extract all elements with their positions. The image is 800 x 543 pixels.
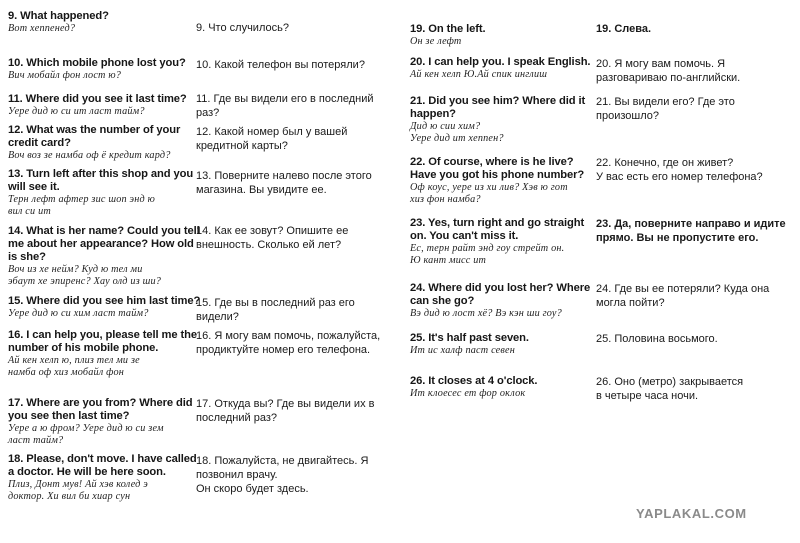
english-phrase: 24. Where did you lost her? Where can she go? <box>410 282 591 307</box>
phrase-18-english <box>8 453 197 503</box>
phrase-22-english <box>410 156 584 206</box>
phrase-9-english <box>8 10 109 35</box>
english-phrase: 16. I can help you, please tell me the number of his mobile phone. <box>8 329 197 354</box>
transliteration: Вич мобайл фон лост ю? <box>8 70 122 81</box>
phrase-18-russian: 18. Пожалуйста, не двигайтесь. Я позвонил врачу. Он скоро будет здесь. <box>196 455 369 495</box>
transliteration: Он зе лефт <box>410 36 462 47</box>
watermark: YAPLAKAL.COM <box>636 506 747 521</box>
phrase-21-russian: 21. Вы видели его? Где это произошло? <box>596 96 735 122</box>
phrase-23-english <box>410 217 584 267</box>
phrase-15-russian: 15. Где вы в последний раз его видели? <box>196 297 355 323</box>
transliteration: Дид ю сии хим? Уере дид ит хеппен? <box>410 121 504 144</box>
english-phrase: 23. Yes, turn right and go straight on. You can't miss it. <box>410 217 585 242</box>
transliteration: Ай кен хелп Ю.Ай спик инглиш <box>410 69 548 80</box>
phrase-15-english <box>8 295 200 320</box>
transliteration: Плиз, Донт мув! Ай хэв колед э доктор. Хи вил би хиар сун <box>8 479 148 502</box>
phrase-26-russian: 26. Оно (метро) закрывается в четыре часа ночи. <box>596 376 744 402</box>
transliteration: Уере дид ю си хим ласт тайм? <box>8 308 149 319</box>
phrase-19-english <box>410 23 485 48</box>
phrase-25-russian: 25. Половина восьмого. <box>596 333 718 345</box>
phrase-19-russian: 19. Слева. <box>596 23 652 35</box>
english-phrase: 9. What happened? <box>8 10 109 22</box>
english-phrase: 18. Please, don't move. I have called a doctor. He will be here soon. <box>8 453 197 478</box>
transliteration: Ит клоесес ет фор оклок <box>410 388 526 399</box>
english-phrase: 26. It closes at 4 o'clock. <box>410 375 538 387</box>
phrase-24-russian: 24. Где вы ее потеряли? Куда она могла пойти? <box>596 283 770 309</box>
transliteration: Уере а ю фром? Уере дид ю си зем ласт тайм? <box>8 423 164 446</box>
transliteration: Ес, терн райт энд гоу стрейт он. Ю кант мисс ит <box>410 243 565 266</box>
phrase-24-english <box>410 282 590 320</box>
phrase-22-russian: 22. Конечно, где он живет? У вас есть его номер телефона? <box>596 157 763 183</box>
phrase-13-english <box>8 168 193 218</box>
phrase-17-russian: 17. Откуда вы? Где вы видели их в последний раз? <box>196 398 375 424</box>
english-phrase: 13. Turn left after this shop and you will see it. <box>8 168 194 193</box>
english-phrase: 14. What is her name? Could you tell me about her appearance? How old is she? <box>8 225 200 263</box>
transliteration: Уере дид ю си ит ласт тайм? <box>8 106 145 117</box>
phrase-16-russian: 16. Я могу вам помочь, пожалуйста, продиктуйте номер его телефона. <box>196 330 381 356</box>
transliteration: Вэ дид ю лост хё? Вэ кэн ши гоу? <box>410 308 562 319</box>
transliteration: Вот хеппенед? <box>8 23 76 34</box>
phrase-10-russian: 10. Какой телефон вы потеряли? <box>196 59 365 71</box>
phrase-11-russian: 11. Где вы видели его в последний раз? <box>196 93 374 119</box>
phrase-20-russian: 20. Я могу вам помочь. Я разговариваю по-английски. <box>596 58 741 84</box>
english-phrase: 17. Where are you from? Where did you see then last time? <box>8 397 193 422</box>
phrase-10-english <box>8 57 186 82</box>
phrase-17-english <box>8 397 192 447</box>
phrase-14-english <box>8 225 200 288</box>
phrase-26-english <box>410 375 537 400</box>
phrase-13-russian: 13. Поверните налево после этого магазина. Вы увидите ее. <box>196 170 372 196</box>
english-phrase: 19. On the left. <box>410 23 486 35</box>
english-phrase: 15. Where did you see him last time? <box>8 295 201 307</box>
phrase-14-russian: 14. Как ее зовут? Опишите ее внешность. Сколько ей лет? <box>196 225 349 251</box>
english-phrase: 11. Where did you see it last time? <box>8 93 187 105</box>
transliteration: Воч из хе нейм? Куд ю тел ми эбаут хе эпиренс? Хау олд из ши? <box>8 264 162 287</box>
english-phrase: 21. Did you see him? Where did it happen? <box>410 95 586 120</box>
transliteration: Ай кен хелп ю, плиз тел ми зе намба оф хиз мобайл фон <box>8 355 140 378</box>
english-phrase: 20. I can help you. I speak English. <box>410 56 591 68</box>
phrase-21-english <box>410 95 585 145</box>
transliteration: Терн лефт афтер зис шоп энд ю вил си ит <box>8 194 155 217</box>
english-phrase: 25. It's half past seven. <box>410 332 529 344</box>
transliteration: Оф коус, уере из хи лив? Хэв ю гот хиз фон намба? <box>410 182 568 205</box>
phrase-12-english <box>8 124 180 162</box>
english-phrase: 10. Which mobile phone lost you? <box>8 57 186 69</box>
transliteration: Воч воз зе намба оф ё кредит кард? <box>8 150 171 161</box>
phrase-25-english <box>410 332 529 357</box>
english-phrase: 12. What was the number of your credit card? <box>8 124 181 149</box>
phrase-12-russian: 12. Какой номер был у вашей кредитной карты? <box>196 126 348 152</box>
phrase-9-russian: 9. Что случилось? <box>196 22 289 34</box>
phrase-11-english <box>8 93 187 118</box>
phrase-23-russian: 23. Да, поверните направо и идите прямо. Вы не пропустите его. <box>596 218 786 244</box>
phrase-20-english <box>410 56 590 81</box>
transliteration: Ит ис халф паст севен <box>410 345 515 356</box>
phrase-16-english <box>8 329 197 379</box>
english-phrase: 22. Of course, where is he live? Have you got his phone number? <box>410 156 585 181</box>
